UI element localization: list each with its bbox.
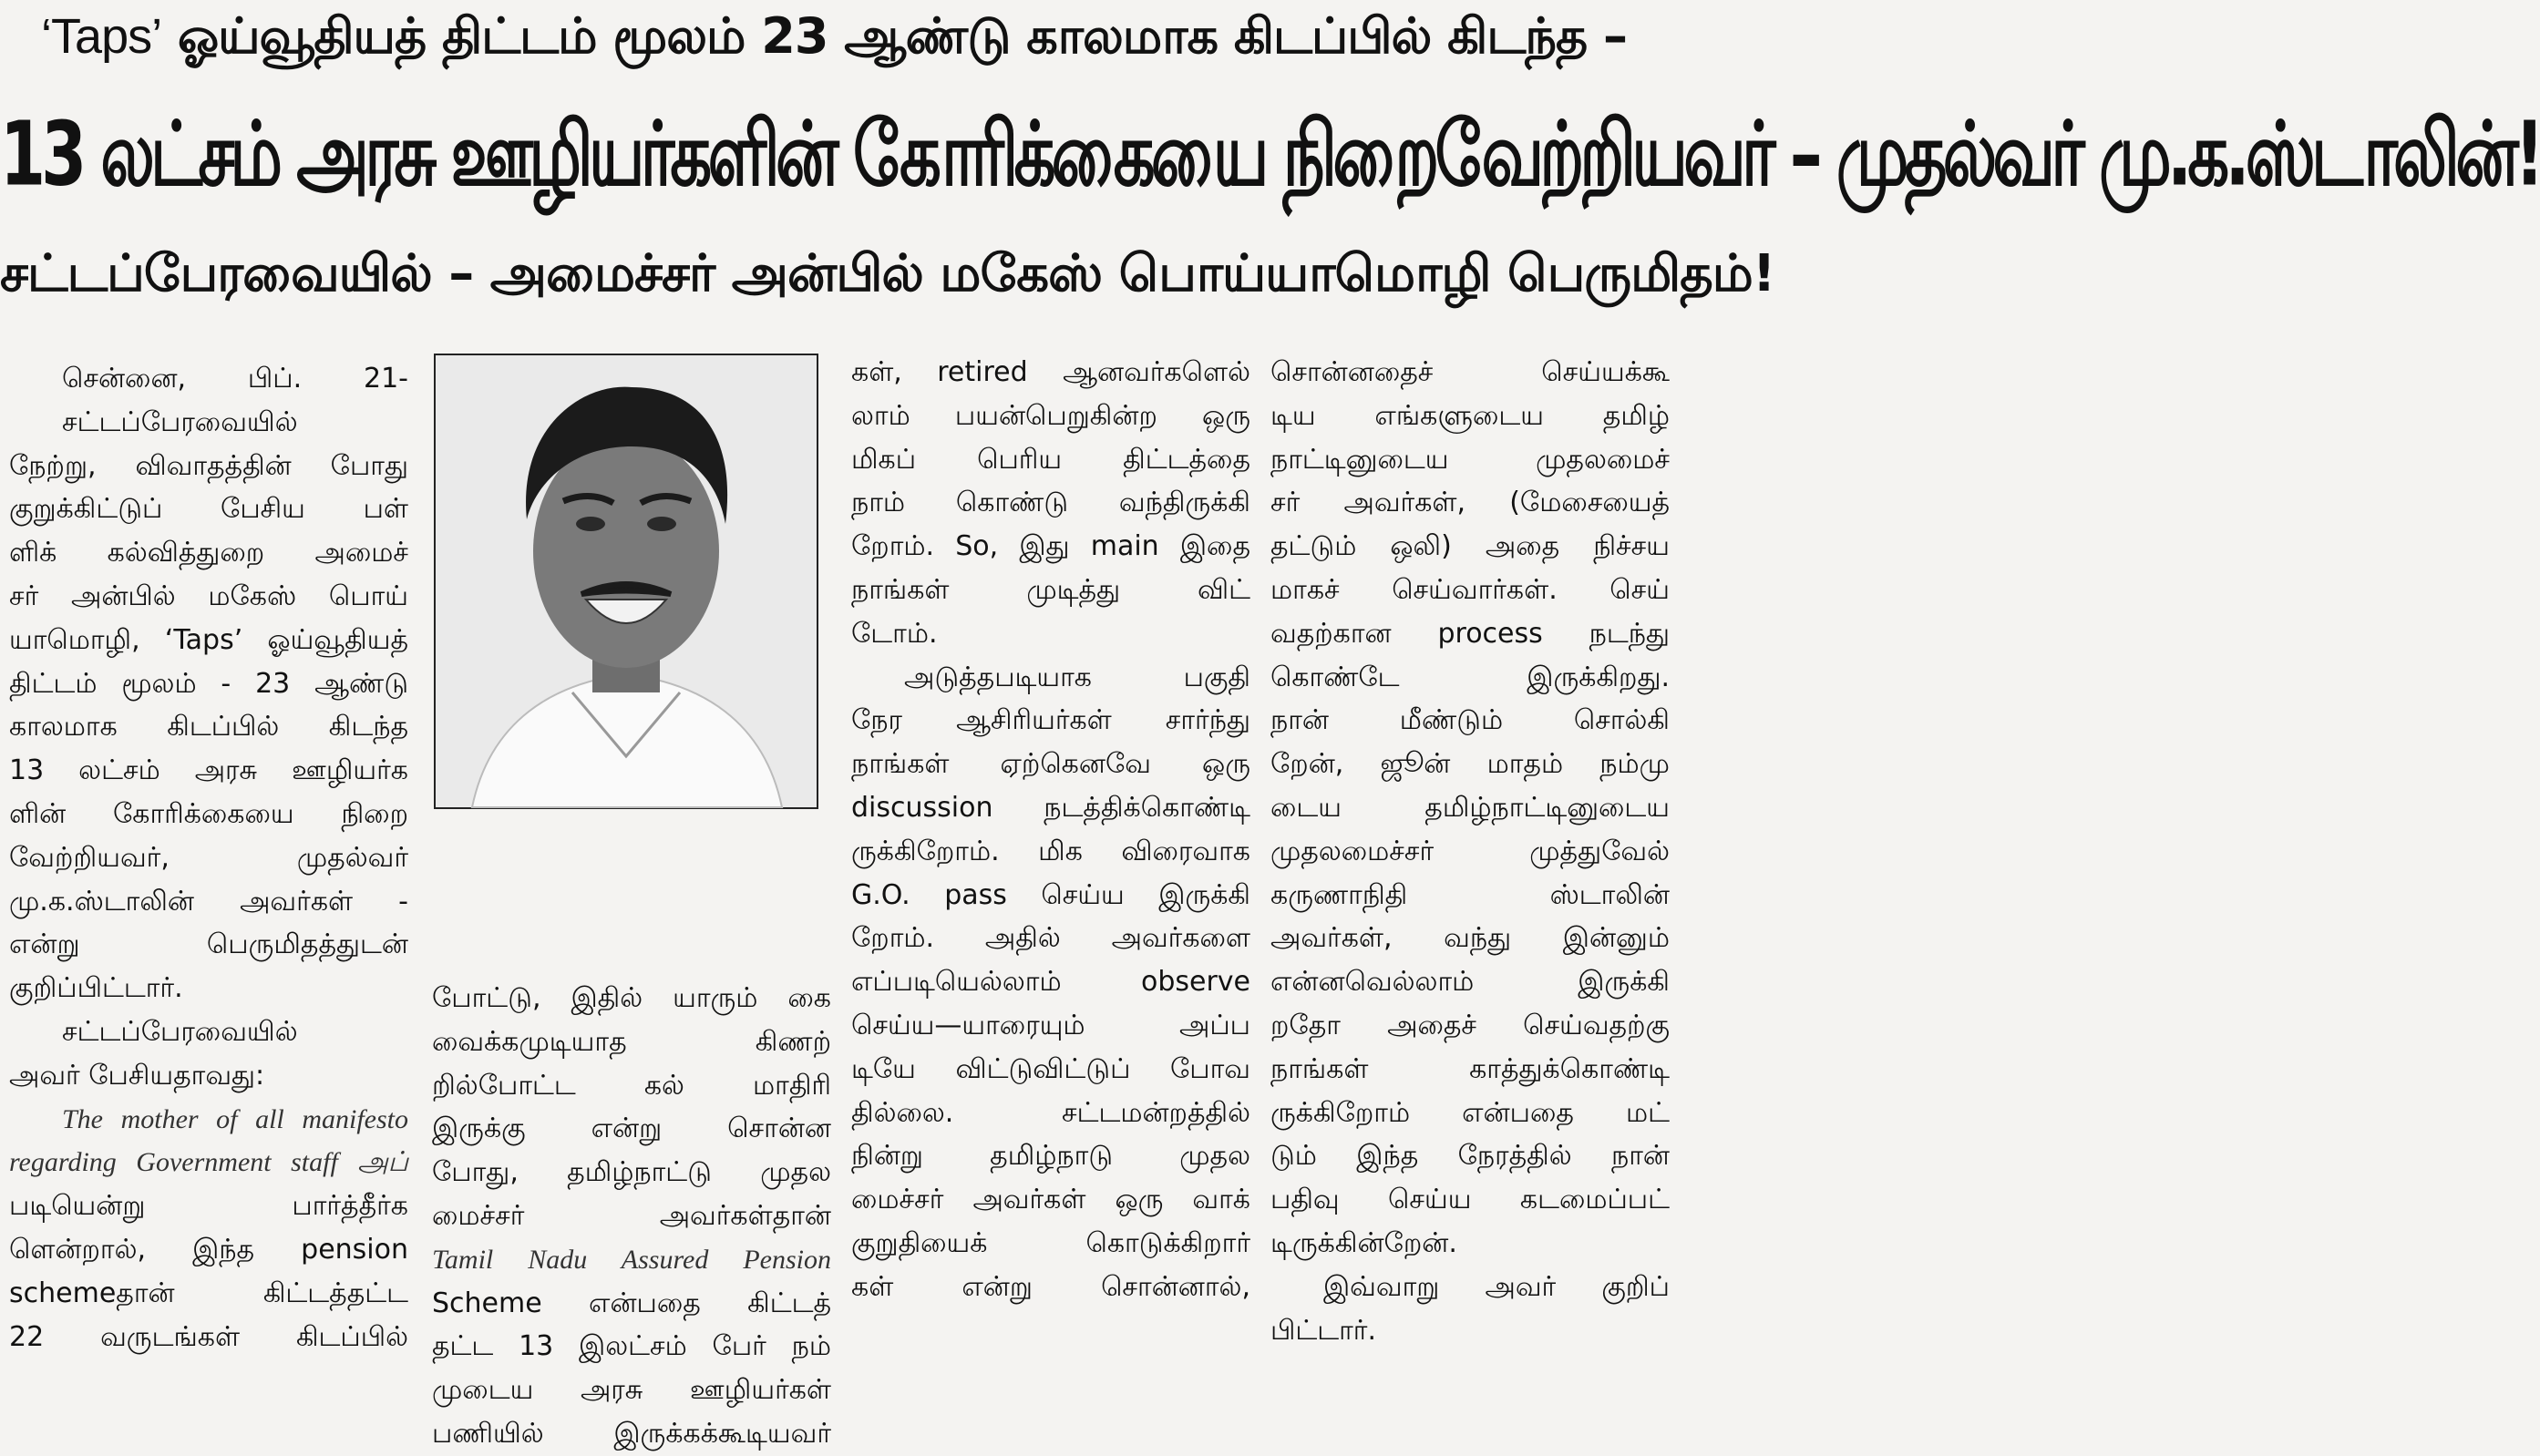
col4-line: பதிவு செய்ய கடமைப்பட்	[1270, 1184, 1670, 1216]
col1-line: யாமொழி, ‘Taps’ ஓய்வூதியத்	[9, 623, 408, 656]
col4-line: கருணாநிதி ஸ்டாலின்	[1270, 878, 1670, 911]
col4-line: றதோ அதைச் செய்வதற்கு	[1270, 1009, 1670, 1041]
col1-line: அவர் பேசியதாவது:	[9, 1059, 265, 1092]
col1-line: 22 வருடங்கள் கிடப்பில்	[9, 1320, 408, 1353]
col4-line: என்னவெல்லாம் இருக்கி	[1270, 966, 1670, 999]
col3-line: றோம். அதில் அவர்களை	[851, 922, 1250, 955]
article-column-1	[9, 357, 408, 1359]
col2-line: தட்ட 13 இலட்சம் பேர் நம்	[432, 1330, 831, 1363]
col1-line: சட்டப்பேரவையில்	[62, 1015, 298, 1048]
col1-line: சென்னை, பிப். 21-	[62, 363, 408, 395]
col4-line: டும் இந்த நேரத்தில் நான்	[1270, 1140, 1670, 1173]
col3-line: ருக்கிறோம். மிக விரைவாக	[851, 835, 1250, 867]
col4-line: அவர்கள், வந்து இன்னும்	[1270, 922, 1670, 955]
col1-line: படியென்று பார்த்தீர்க	[9, 1190, 408, 1223]
col4-line: இவ்வாறு அவர் குறிப்	[1323, 1270, 1670, 1303]
col2-line: Scheme என்பதை கிட்டத்	[432, 1287, 831, 1319]
col3-line: மிகப் பெரிய திட்டத்தை	[851, 443, 1250, 476]
col4-line: தட்டும் ஒலி) அதை நிச்சய	[1270, 530, 1670, 563]
col1-line: குறுக்கிட்டுப் பேசிய பள்	[9, 493, 408, 526]
col2-line: பணியில் இருக்கக்கூடியவர்	[432, 1417, 831, 1450]
kicker-taps: ‘Taps’	[41, 9, 162, 64]
col4-line: றேன், ஜூன் மாதம் நம்மு	[1270, 748, 1670, 781]
col3-line: அடுத்தபடியாக பகுதி	[904, 661, 1250, 693]
col4-line: கொண்டே இருக்கிறது.	[1270, 661, 1670, 693]
article-column-3	[851, 351, 1250, 1309]
col1-line: சட்டப்பேரவையில்	[62, 405, 298, 438]
col4-line: வதற்கான process நடந்து	[1270, 617, 1670, 650]
minister-photo	[434, 354, 818, 809]
kicker-text: ஓய்வூதியத் திட்டம் மூலம் 23 ஆண்டு காலமாக கிடப்பில் கிடந்த –	[177, 7, 1627, 65]
col3-line: G.O. pass செய்ய இருக்கி	[851, 878, 1250, 911]
col3-line: கள் என்று சொன்னால்,	[851, 1270, 1250, 1303]
col2-line: வைக்கமுடியாத கிணற்	[432, 1025, 831, 1058]
col4-line: டிருக்கின்றேன்.	[1270, 1226, 1457, 1259]
sub-headline: சட்டப்பேரவையில் – அமைச்சர் அன்பில் மகேஸ் பொய்யாமொழி பெருமிதம்!	[0, 244, 1775, 303]
article-column-4	[1270, 351, 1670, 1352]
col3-line: எப்படியெல்லாம் observe	[851, 966, 1250, 999]
col3-line: discussion நடத்திக்கொண்டி	[851, 791, 1250, 824]
col3-line: நேர ஆசிரியர்கள் சார்ந்து	[851, 704, 1250, 737]
col1-line: மு.க.ஸ்டாலின் அவர்கள் -	[9, 885, 408, 918]
col1-line: குறிப்பிட்டார்.	[9, 972, 183, 1005]
col1-line: ளென்றால், இந்த pension	[9, 1233, 408, 1266]
col3-line: றோம். So, இது main இதை	[851, 530, 1250, 563]
col1-line: என்று பெருமிதத்துடன்	[9, 928, 408, 961]
col1-line: சர் அன்பில் மகேஸ் பொய்	[9, 579, 408, 612]
col3-line: மைச்சர் அவர்கள் ஒரு வாக்	[851, 1184, 1250, 1216]
col3-line: நாங்கள் ஏற்கெனவே ஒரு	[851, 748, 1250, 781]
main-headline: 13 லட்சம் அரசு ஊழியர்களின் கோரிக்கையை நிறைவேற்றியவர் – முதல்வர் மு.க.ஸ்டாலின்!	[0, 102, 2540, 206]
col1-line: காலமாக கிடப்பில் கிடந்த	[9, 711, 408, 743]
col3-line: குறுதியைக் கொடுக்கிறார்	[851, 1226, 1250, 1259]
col1-line: 13 லட்சம் அரசு ஊழியர்க	[9, 754, 408, 787]
col2-line: போது, தமிழ்நாட்டு முதல	[432, 1156, 831, 1189]
col2-line: முடைய அரசு ஊழியர்கள்	[432, 1374, 831, 1407]
col4-line: நான் மீண்டும் சொல்கி	[1270, 704, 1670, 737]
col1-line: திட்டம் மூலம் - 23 ஆண்டு	[9, 667, 408, 700]
col3-line: நாம் கொண்டு வந்திருக்கி	[851, 487, 1250, 519]
col4-line: நாட்டினுடைய முதலமைச்	[1270, 443, 1670, 476]
col4-line: டிய எங்களுடைய தமிழ்	[1270, 399, 1670, 432]
col3-line: கள், retired ஆனவர்களெல்	[851, 356, 1250, 388]
col3-line: டியே விட்டுவிட்டுப் போவ	[851, 1052, 1250, 1085]
col3-line: தில்லை. சட்டமன்றத்தில்	[851, 1096, 1250, 1129]
col4-line: சர் அவர்கள், (மேசையைத்	[1270, 487, 1670, 519]
col2-line: Tamil Nadu Assured Pension	[432, 1244, 831, 1275]
col3-line: நின்று தமிழ்நாடு முதல	[851, 1140, 1250, 1173]
article-column-2	[432, 977, 831, 1456]
col4-line: டைய தமிழ்நாட்டினுடைய	[1270, 791, 1670, 824]
col1-line: ளிக் கல்வித்துறை அமைச்	[9, 537, 408, 569]
col1-line: வேற்றியவர், முதல்வர்	[9, 841, 408, 874]
col3-line: நாங்கள் முடித்து விட்	[851, 573, 1250, 606]
kicker-headline	[0, 7, 1668, 72]
col3-line: லாம் பயன்பெறுகின்ற ஒரு	[851, 399, 1250, 432]
col2-line: மைச்சர் அவர்கள்தான்	[432, 1199, 831, 1232]
col2-line: போட்டு, இதில் யாரும் கை	[432, 982, 831, 1014]
col4-line: ருக்கிறோம் என்பதை மட்	[1270, 1096, 1670, 1129]
col4-line: முதலமைச்சர் முத்துவேல்	[1270, 835, 1670, 867]
col2-line: றில்போட்ட கல் மாதிரி	[432, 1069, 831, 1102]
col1-line: நேற்று, விவாதத்தின் போது	[9, 449, 408, 482]
col1-line: The mother of all manifesto	[62, 1103, 408, 1134]
col3-line: டோம்.	[851, 617, 938, 650]
col1-line: schemeதான் கிட்டத்தட்ட	[9, 1277, 408, 1309]
col1-line: ளின் கோரிக்கையை நிறை	[9, 797, 408, 830]
col4-line: நாங்கள் காத்துக்கொண்டி	[1270, 1052, 1670, 1085]
col4-line: சொன்னதைச் செய்யக்கூ	[1270, 356, 1670, 388]
col4-line: பிட்டார்.	[1270, 1314, 1377, 1347]
col3-line: செய்ய—யாரையும் அப்ப	[851, 1009, 1250, 1041]
col2-line: இருக்கு என்று சொன்ன	[432, 1113, 831, 1145]
col4-line: மாகச் செய்வார்கள். செய்	[1270, 573, 1670, 606]
col1-line: regarding Government staff அப்	[9, 1147, 408, 1178]
